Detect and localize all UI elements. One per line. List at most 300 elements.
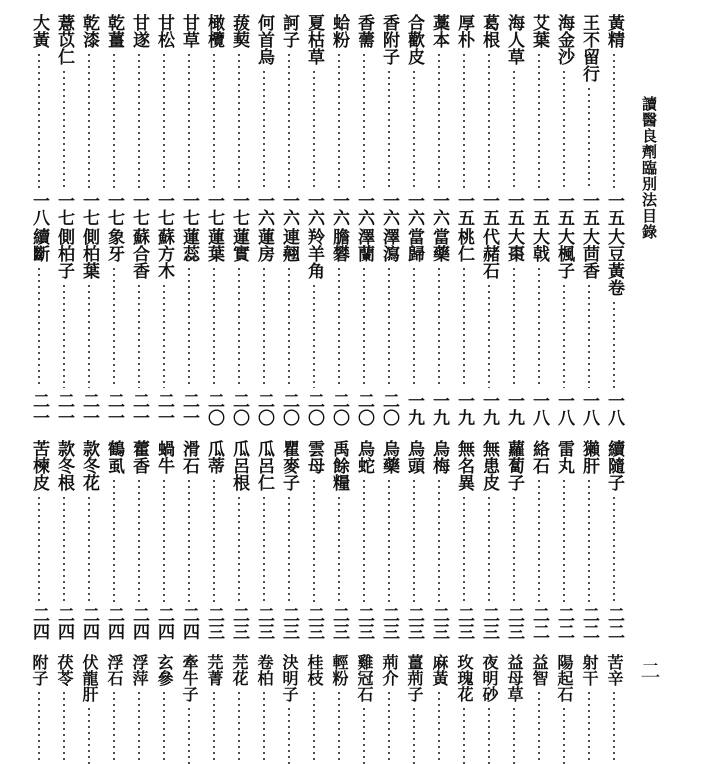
toc-tier-3	[26, 440, 626, 640]
toc-entry-page: 二三	[254, 606, 274, 640]
dot-leader	[588, 690, 590, 764]
toc-entry-title: 蘿蔔子	[504, 440, 524, 491]
toc-entry-page: 一五	[504, 192, 524, 226]
toc-entry	[376, 14, 401, 226]
toc-entry	[376, 440, 401, 640]
toc-entry-title: 苦楝皮	[29, 440, 49, 491]
toc-entry-title: 桂枝	[305, 654, 324, 686]
toc-entry-title: 艾葉	[529, 14, 549, 48]
toc-entry	[476, 440, 501, 640]
toc-entry	[126, 228, 151, 426]
dot-leader	[113, 478, 115, 602]
toc-entry	[126, 14, 151, 226]
toc-entry-title: 象牙	[104, 228, 124, 262]
toc-entry-page: 二四	[29, 606, 49, 640]
toc-entry-page: 一八	[554, 392, 574, 426]
toc-entry	[526, 654, 551, 764]
dot-leader	[238, 690, 240, 764]
toc-entry-page: 二一	[54, 392, 74, 426]
toc-entry-title: 烏藥	[379, 440, 399, 474]
toc-entry-page: 二〇	[304, 392, 324, 426]
toc-entry-title: 厚朴	[454, 14, 474, 48]
toc-entry-title: 禹餘糧	[329, 440, 349, 491]
dot-leader	[288, 495, 290, 602]
toc-entry-page: 一六	[379, 192, 399, 226]
toc-entry	[251, 228, 276, 426]
dot-leader	[38, 690, 40, 764]
toc-entry	[601, 14, 626, 226]
toc-entry-title: 伏龍肝	[80, 654, 99, 702]
toc-entry-title: 膽礬	[329, 228, 349, 262]
dot-leader	[613, 690, 615, 764]
dot-leader	[463, 52, 465, 188]
toc-entry-page: 二三	[229, 606, 249, 640]
dot-leader	[288, 706, 290, 764]
toc-entry-title: 烏頭	[404, 440, 424, 474]
dot-leader	[63, 495, 65, 602]
toc-entry	[326, 228, 351, 426]
dot-leader	[538, 690, 540, 764]
toc-entry-page: 一五	[579, 192, 599, 226]
dot-leader	[538, 52, 540, 188]
toc-entry	[601, 228, 626, 426]
toc-entry	[51, 14, 76, 226]
toc-entry	[151, 440, 176, 640]
toc-entry	[201, 14, 226, 226]
dot-leader	[588, 478, 590, 602]
toc-entry	[301, 14, 326, 226]
toc-entry	[401, 14, 426, 226]
toc-entry	[301, 440, 326, 640]
toc-entry-page: 一九	[429, 392, 449, 426]
toc-entry-title: 菝葜	[229, 14, 249, 48]
toc-entry	[151, 228, 176, 426]
dot-leader	[388, 690, 390, 764]
toc-entry	[551, 440, 576, 640]
toc-entry-title: 夏枯草	[304, 14, 324, 65]
toc-entry	[276, 14, 301, 226]
dot-leader	[363, 266, 365, 388]
toc-entry	[251, 440, 276, 640]
dot-leader	[288, 266, 290, 388]
toc-entry-title: 薑荊子	[405, 654, 424, 702]
dot-leader	[513, 69, 515, 188]
toc-entry-page: 一六	[279, 192, 299, 226]
toc-entry-title: 海人草	[504, 14, 524, 65]
toc-entry-page: 一五	[454, 192, 474, 226]
dot-leader	[113, 266, 115, 388]
toc-entry-title: 益智	[530, 654, 549, 686]
toc-entry-title: 麻黃	[430, 654, 449, 686]
dot-leader	[113, 52, 115, 188]
dot-leader	[388, 478, 390, 602]
toc-entry-page: 二二	[579, 606, 599, 640]
toc-entry-title: 香薷	[354, 14, 374, 48]
toc-entry-page: 一五	[554, 192, 574, 226]
toc-entry-page: 二一	[129, 392, 149, 426]
dot-leader	[388, 266, 390, 388]
toc-entry	[101, 654, 126, 764]
toc-entry	[201, 228, 226, 426]
toc-entry-page: 一七	[79, 192, 99, 226]
toc-entry	[376, 228, 401, 426]
toc-entry-title: 獺肝	[579, 440, 599, 474]
toc-entry-page: 一六	[329, 192, 349, 226]
dot-leader	[413, 706, 415, 764]
dot-leader	[438, 52, 440, 188]
toc-entry	[401, 440, 426, 640]
toc-entry-page: 二三	[279, 606, 299, 640]
toc-entry	[426, 14, 451, 226]
toc-entry-title: 雞冠石	[355, 654, 374, 702]
toc-tier-2	[26, 228, 626, 426]
toc-entry-title: 羚羊角	[304, 228, 324, 279]
toc-entry-page: 一九	[404, 392, 424, 426]
toc-entry-page: 二三	[329, 606, 349, 640]
toc-entry-page: 一六	[354, 192, 374, 226]
toc-entry-page: 一八	[29, 192, 49, 226]
dot-leader	[63, 283, 65, 388]
toc-entry	[326, 14, 351, 226]
page-number: 二	[637, 660, 661, 680]
toc-entry-page: 二三	[354, 606, 374, 640]
toc-entry	[226, 654, 251, 764]
toc-entry-page: 二〇	[204, 392, 224, 426]
dot-leader	[188, 706, 190, 764]
dot-leader	[363, 52, 365, 188]
toc-entry	[26, 228, 51, 426]
dot-leader	[38, 52, 40, 188]
toc-entry-title: 附子	[30, 654, 49, 686]
dot-leader	[488, 495, 490, 602]
dot-leader	[363, 706, 365, 764]
toc-entry-page: 二三	[504, 606, 524, 640]
dot-leader	[213, 266, 215, 388]
toc-entry-title: 芫菁	[205, 654, 224, 686]
dot-leader	[163, 283, 165, 388]
toc-entry-title: 桃仁	[454, 228, 474, 262]
toc-entry-title: 苦辛	[605, 654, 624, 686]
toc-entry-title: 茯苓	[55, 654, 74, 686]
dot-leader	[313, 690, 315, 764]
dot-leader	[163, 478, 165, 602]
dot-leader	[488, 283, 490, 388]
dot-leader	[188, 266, 190, 388]
dot-leader	[163, 52, 165, 188]
toc-entry-page: 二四	[154, 606, 174, 640]
toc-entry-title: 側柏葉	[79, 228, 99, 279]
dot-leader	[613, 495, 615, 602]
toc-entry-title: 續隨子	[604, 440, 624, 491]
toc-entry-title: 甘草	[179, 14, 199, 48]
dot-leader	[238, 266, 240, 388]
toc-entry-title: 連翹	[279, 228, 299, 262]
running-head: 讀醫良劑臨別法目錄	[640, 96, 658, 240]
toc-entry-title: 甘松	[154, 14, 174, 48]
toc-entry-title: 蓮葉	[204, 228, 224, 262]
toc-entry-page: 二三	[379, 606, 399, 640]
toc-entry-page: 一八	[529, 392, 549, 426]
toc-entry	[376, 654, 401, 764]
toc-entry	[226, 228, 251, 426]
toc-entry	[351, 14, 376, 226]
toc-entry-title: 款冬根	[54, 440, 74, 491]
dot-leader	[313, 283, 315, 388]
dot-leader	[463, 266, 465, 388]
dot-leader	[238, 52, 240, 188]
toc-entry-title: 烏蛇	[354, 440, 374, 474]
dot-leader	[88, 52, 90, 188]
toc-entry-page: 二〇	[379, 392, 399, 426]
toc-entry	[501, 228, 526, 426]
toc-entry-title: 葛根	[479, 14, 499, 48]
toc-entry-page: 一八	[604, 392, 624, 426]
toc-entry-title: 蘇合香	[129, 228, 149, 279]
toc-entry	[176, 14, 201, 226]
toc-entry	[451, 14, 476, 226]
toc-entry	[76, 14, 101, 226]
dot-leader	[488, 706, 490, 764]
toc-entry-page: 二〇	[254, 392, 274, 426]
toc-entry-page: 一六	[304, 192, 324, 226]
dot-leader	[413, 266, 415, 388]
dot-leader	[588, 86, 590, 188]
toc-entry-page: 二一	[79, 392, 99, 426]
toc-entry	[451, 654, 476, 764]
toc-entry	[51, 440, 76, 640]
toc-entry-page: 一七	[154, 192, 174, 226]
toc-entry-title: 瓜呂仁	[254, 440, 274, 491]
toc-entry	[151, 14, 176, 226]
dot-leader	[338, 266, 340, 388]
toc-entry-title: 澤瀉	[379, 228, 399, 262]
toc-entry-title: 芫花	[230, 654, 249, 686]
toc-entry	[576, 440, 601, 640]
dot-leader	[513, 706, 515, 764]
dot-leader	[263, 69, 265, 188]
toc-entry	[76, 654, 101, 764]
toc-entry	[426, 228, 451, 426]
toc-entry	[526, 14, 551, 226]
dot-leader	[38, 495, 40, 602]
dot-leader	[588, 283, 590, 388]
toc-entry-title: 無患皮	[479, 440, 499, 491]
toc-entry-title: 藿香	[129, 440, 149, 474]
dot-leader	[263, 266, 265, 388]
toc-entry	[276, 228, 301, 426]
toc-entry-page: 一五	[479, 192, 499, 226]
toc-entry-page: 二二	[604, 606, 624, 640]
toc-entry	[26, 14, 51, 226]
toc-entry-page: 二三	[404, 606, 424, 640]
dot-leader	[563, 478, 565, 602]
dot-leader	[263, 495, 265, 602]
toc-entry	[501, 654, 526, 764]
toc-entry-page: 一七	[229, 192, 249, 226]
toc-entry	[201, 654, 226, 764]
toc-entry-page: 二一	[179, 392, 199, 426]
toc-entry-title: 瞿麥子	[279, 440, 299, 491]
toc-entry-page: 一九	[479, 392, 499, 426]
toc-entry-title: 款冬花	[79, 440, 99, 491]
toc-entry-title: 絡石	[529, 440, 549, 474]
toc-entry-page: 一七	[129, 192, 149, 226]
toc-entry	[351, 440, 376, 640]
toc-entry-title: 雲母	[304, 440, 324, 474]
dot-leader	[563, 706, 565, 764]
toc-entry-title: 當歸	[404, 228, 424, 262]
toc-entry	[276, 654, 301, 764]
toc-entry-title: 滑石	[179, 440, 199, 474]
toc-entry-page: 一七	[179, 192, 199, 226]
toc-entry-page: 一六	[254, 192, 274, 226]
toc-entry-title: 蘇方木	[154, 228, 174, 279]
toc-entry	[176, 440, 201, 640]
dot-leader	[538, 478, 540, 602]
dot-leader	[488, 52, 490, 188]
dot-leader	[88, 283, 90, 388]
toc-entry-title: 薏苡仁	[54, 14, 74, 65]
toc-entry-page: 二〇	[279, 392, 299, 426]
toc-entry-page: 二四	[129, 606, 149, 640]
dot-leader	[313, 478, 315, 602]
toc-entry-title: 蓮房	[254, 228, 274, 262]
toc-entry	[451, 228, 476, 426]
toc-entry-page: 一五	[529, 192, 549, 226]
dot-leader	[413, 478, 415, 602]
dot-leader	[538, 266, 540, 388]
toc-entry-page: 二三	[479, 606, 499, 640]
toc-entry	[451, 440, 476, 640]
toc-entry-title: 甘遂	[129, 14, 149, 48]
toc-entry-title: 玄參	[155, 654, 174, 686]
toc-entry-title: 決明子	[280, 654, 299, 702]
toc-entry-page: 二一	[104, 392, 124, 426]
dot-leader	[388, 69, 390, 188]
dot-leader	[213, 52, 215, 188]
toc-entry	[176, 228, 201, 426]
toc-entry	[526, 228, 551, 426]
dot-leader	[463, 706, 465, 764]
toc-entry-page: 一六	[429, 192, 449, 226]
dot-leader	[138, 690, 140, 764]
dot-leader	[563, 283, 565, 388]
dot-leader	[288, 52, 290, 188]
dot-leader	[88, 706, 90, 764]
toc-entry	[101, 14, 126, 226]
toc-entry-title: 王不留行	[579, 14, 599, 82]
toc-entry-title: 蓮蕊	[179, 228, 199, 262]
toc-entry-title: 蓮實	[229, 228, 249, 262]
dot-leader	[138, 478, 140, 602]
dot-leader	[513, 266, 515, 388]
dot-leader	[213, 690, 215, 764]
toc-entry-page: 二一	[154, 392, 174, 426]
dot-leader	[338, 495, 340, 602]
toc-entry-page: 二二	[529, 606, 549, 640]
toc-entry-title: 射干	[580, 654, 599, 686]
dot-leader	[363, 478, 365, 602]
dot-leader	[613, 300, 615, 388]
toc-entry	[551, 228, 576, 426]
dot-leader	[188, 478, 190, 602]
toc-entry-page: 二四	[79, 606, 99, 640]
toc-entry-page: 二四	[54, 606, 74, 640]
toc-entry	[476, 654, 501, 764]
toc-entry-page: 二〇	[229, 392, 249, 426]
toc-entry-page: 一五	[604, 192, 624, 226]
toc-entry	[401, 228, 426, 426]
toc-entry-title: 乾漆	[79, 14, 99, 48]
toc-entry	[326, 440, 351, 640]
toc-entry	[251, 14, 276, 226]
dot-leader	[563, 69, 565, 188]
dot-leader	[613, 52, 615, 188]
toc-entry	[551, 654, 576, 764]
toc-tier-1	[26, 14, 626, 226]
toc-entry-title: 乾薑	[104, 14, 124, 48]
toc-entry-page: 二一	[29, 392, 49, 426]
toc-entry-page: 二〇	[354, 392, 374, 426]
toc-entry	[201, 440, 226, 640]
dot-leader	[438, 478, 440, 602]
toc-entry	[426, 654, 451, 764]
toc-entry-title: 瓜呂根	[229, 440, 249, 491]
toc-entry	[326, 654, 351, 764]
dot-leader	[38, 266, 40, 388]
dot-leader	[313, 69, 315, 188]
toc-entry-title: 大黃	[29, 14, 49, 48]
toc-entry-title: 雷丸	[554, 440, 574, 474]
toc-entry	[101, 440, 126, 640]
toc-entry	[526, 440, 551, 640]
toc-entry-title: 蛤粉	[329, 14, 349, 48]
toc-entry-title: 大楓子	[554, 228, 574, 279]
toc-entry-title: 當藥	[429, 228, 449, 262]
toc-entry-title: 瓜蒂	[204, 440, 224, 474]
toc-entry-page: 一八	[579, 392, 599, 426]
toc-entry-page: 一七	[54, 192, 74, 226]
dot-leader	[338, 690, 340, 764]
toc-entry-title: 大茴香	[579, 228, 599, 279]
toc-entry-title: 大豆黃卷	[604, 228, 624, 296]
toc-entry-page: 一九	[504, 392, 524, 426]
toc-entry	[301, 228, 326, 426]
toc-entry	[351, 654, 376, 764]
toc-entry-title: 橄欖	[204, 14, 224, 48]
toc-entry	[426, 440, 451, 640]
toc-entry	[401, 654, 426, 764]
toc-entry	[501, 440, 526, 640]
toc-entry-page: 一六	[404, 192, 424, 226]
toc-entry	[276, 440, 301, 640]
toc-entry	[126, 654, 151, 764]
toc-entry-page: 二三	[454, 606, 474, 640]
toc-entry-title: 合歡皮	[404, 14, 424, 65]
toc-entry	[351, 228, 376, 426]
dot-leader	[63, 69, 65, 188]
dot-leader	[163, 690, 165, 764]
toc-entry-page: 二三	[204, 606, 224, 640]
toc-entry	[226, 14, 251, 226]
dot-leader	[113, 690, 115, 764]
dot-leader	[513, 495, 515, 602]
toc-entry-page: 二四	[179, 606, 199, 640]
toc-entry-page: 二三	[429, 606, 449, 640]
dot-leader	[263, 690, 265, 764]
toc-entry-title: 夜明砂	[480, 654, 499, 702]
dot-leader	[413, 69, 415, 188]
